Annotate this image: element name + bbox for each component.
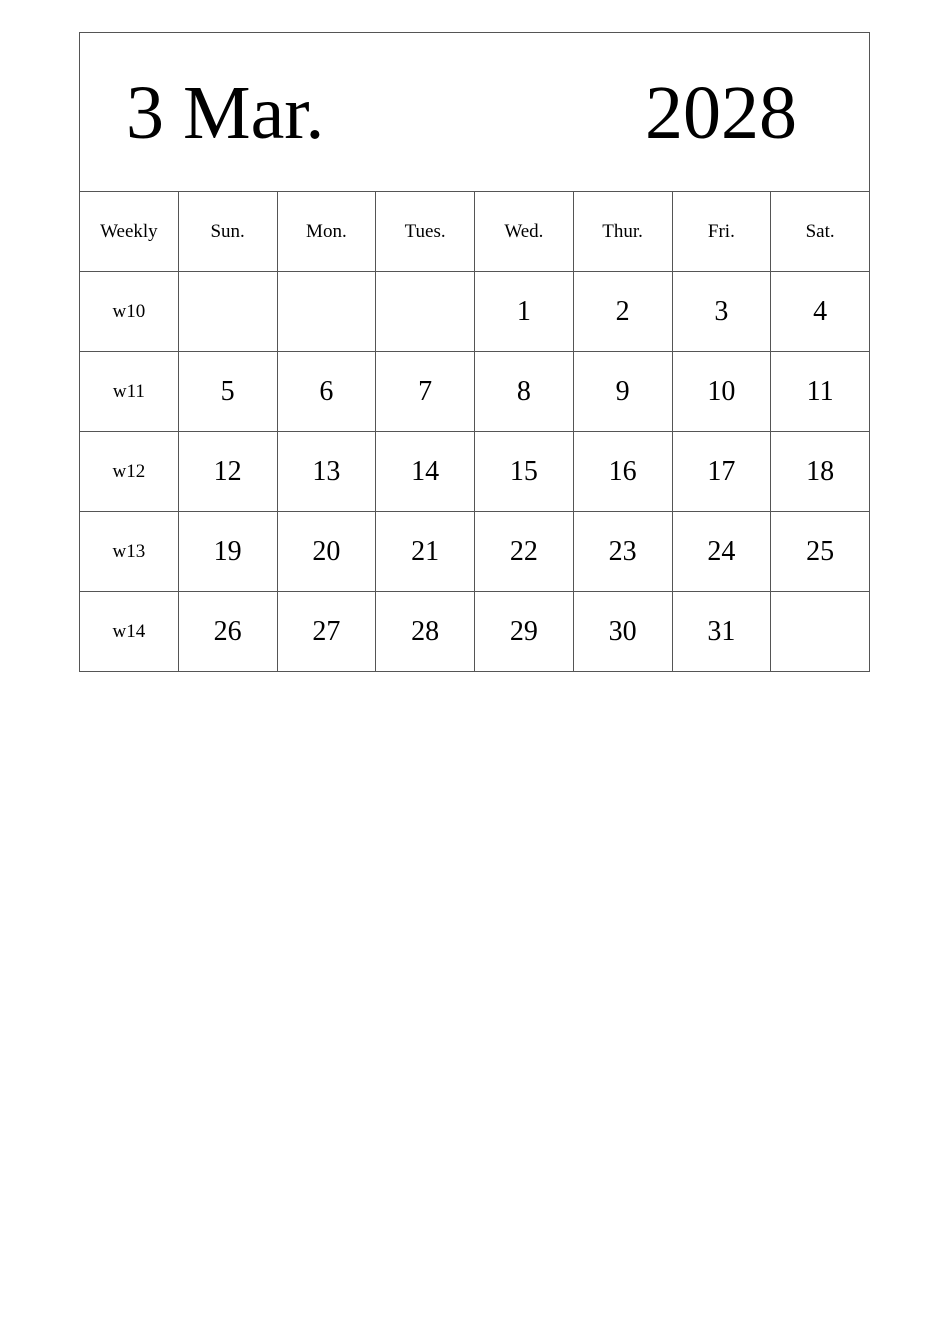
date-cell: 16 <box>573 432 672 512</box>
weekday-header-wed: Wed. <box>475 192 574 272</box>
date-cell: 9 <box>573 352 672 432</box>
calendar-header <box>80 33 870 192</box>
weekday-header-mon: Mon. <box>277 192 376 272</box>
date-cell: 12 <box>178 432 277 512</box>
weekly-column-header: Weekly <box>80 192 179 272</box>
date-cell: 26 <box>178 592 277 672</box>
date-cell: 31 <box>672 592 771 672</box>
date-cell: 21 <box>376 512 475 592</box>
date-cell: 23 <box>573 512 672 592</box>
week-row <box>80 512 870 592</box>
date-cell: 19 <box>178 512 277 592</box>
week-label: w13 <box>80 512 179 592</box>
date-cell: 11 <box>771 352 870 432</box>
date-cell <box>178 272 277 352</box>
date-cell: 29 <box>475 592 574 672</box>
date-cell: 25 <box>771 512 870 592</box>
week-label: w14 <box>80 592 179 672</box>
week-row <box>80 592 870 672</box>
year-title: 2028 <box>645 71 797 155</box>
date-cell: 28 <box>376 592 475 672</box>
date-cell: 24 <box>672 512 771 592</box>
date-cell <box>376 272 475 352</box>
date-cell: 30 <box>573 592 672 672</box>
date-cell: 17 <box>672 432 771 512</box>
date-cell: 18 <box>771 432 870 512</box>
date-cell: 13 <box>277 432 376 512</box>
week-label: w10 <box>80 272 179 352</box>
date-cell: 1 <box>475 272 574 352</box>
weekday-header-sun: Sun. <box>178 192 277 272</box>
weekday-header-tue: Tues. <box>376 192 475 272</box>
week-row <box>80 352 870 432</box>
date-cell: 2 <box>573 272 672 352</box>
weekday-header-thu: Thur. <box>573 192 672 272</box>
date-cell: 14 <box>376 432 475 512</box>
date-cell <box>771 592 870 672</box>
week-row <box>80 432 870 512</box>
date-cell: 27 <box>277 592 376 672</box>
date-cell: 20 <box>277 512 376 592</box>
calendar-table <box>79 32 870 672</box>
date-cell: 5 <box>178 352 277 432</box>
date-cell: 10 <box>672 352 771 432</box>
weekday-header-row <box>80 192 870 272</box>
month-title: 3 Mar. <box>126 71 325 155</box>
date-cell: 8 <box>475 352 574 432</box>
date-cell: 22 <box>475 512 574 592</box>
week-label: w12 <box>80 432 179 512</box>
date-cell <box>277 272 376 352</box>
date-cell: 3 <box>672 272 771 352</box>
date-cell: 4 <box>771 272 870 352</box>
weekday-header-fri: Fri. <box>672 192 771 272</box>
weekday-header-sat: Sat. <box>771 192 870 272</box>
calendar-header-row <box>80 33 870 192</box>
week-row <box>80 272 870 352</box>
date-cell: 7 <box>376 352 475 432</box>
date-cell: 15 <box>475 432 574 512</box>
week-label: w11 <box>80 352 179 432</box>
date-cell: 6 <box>277 352 376 432</box>
